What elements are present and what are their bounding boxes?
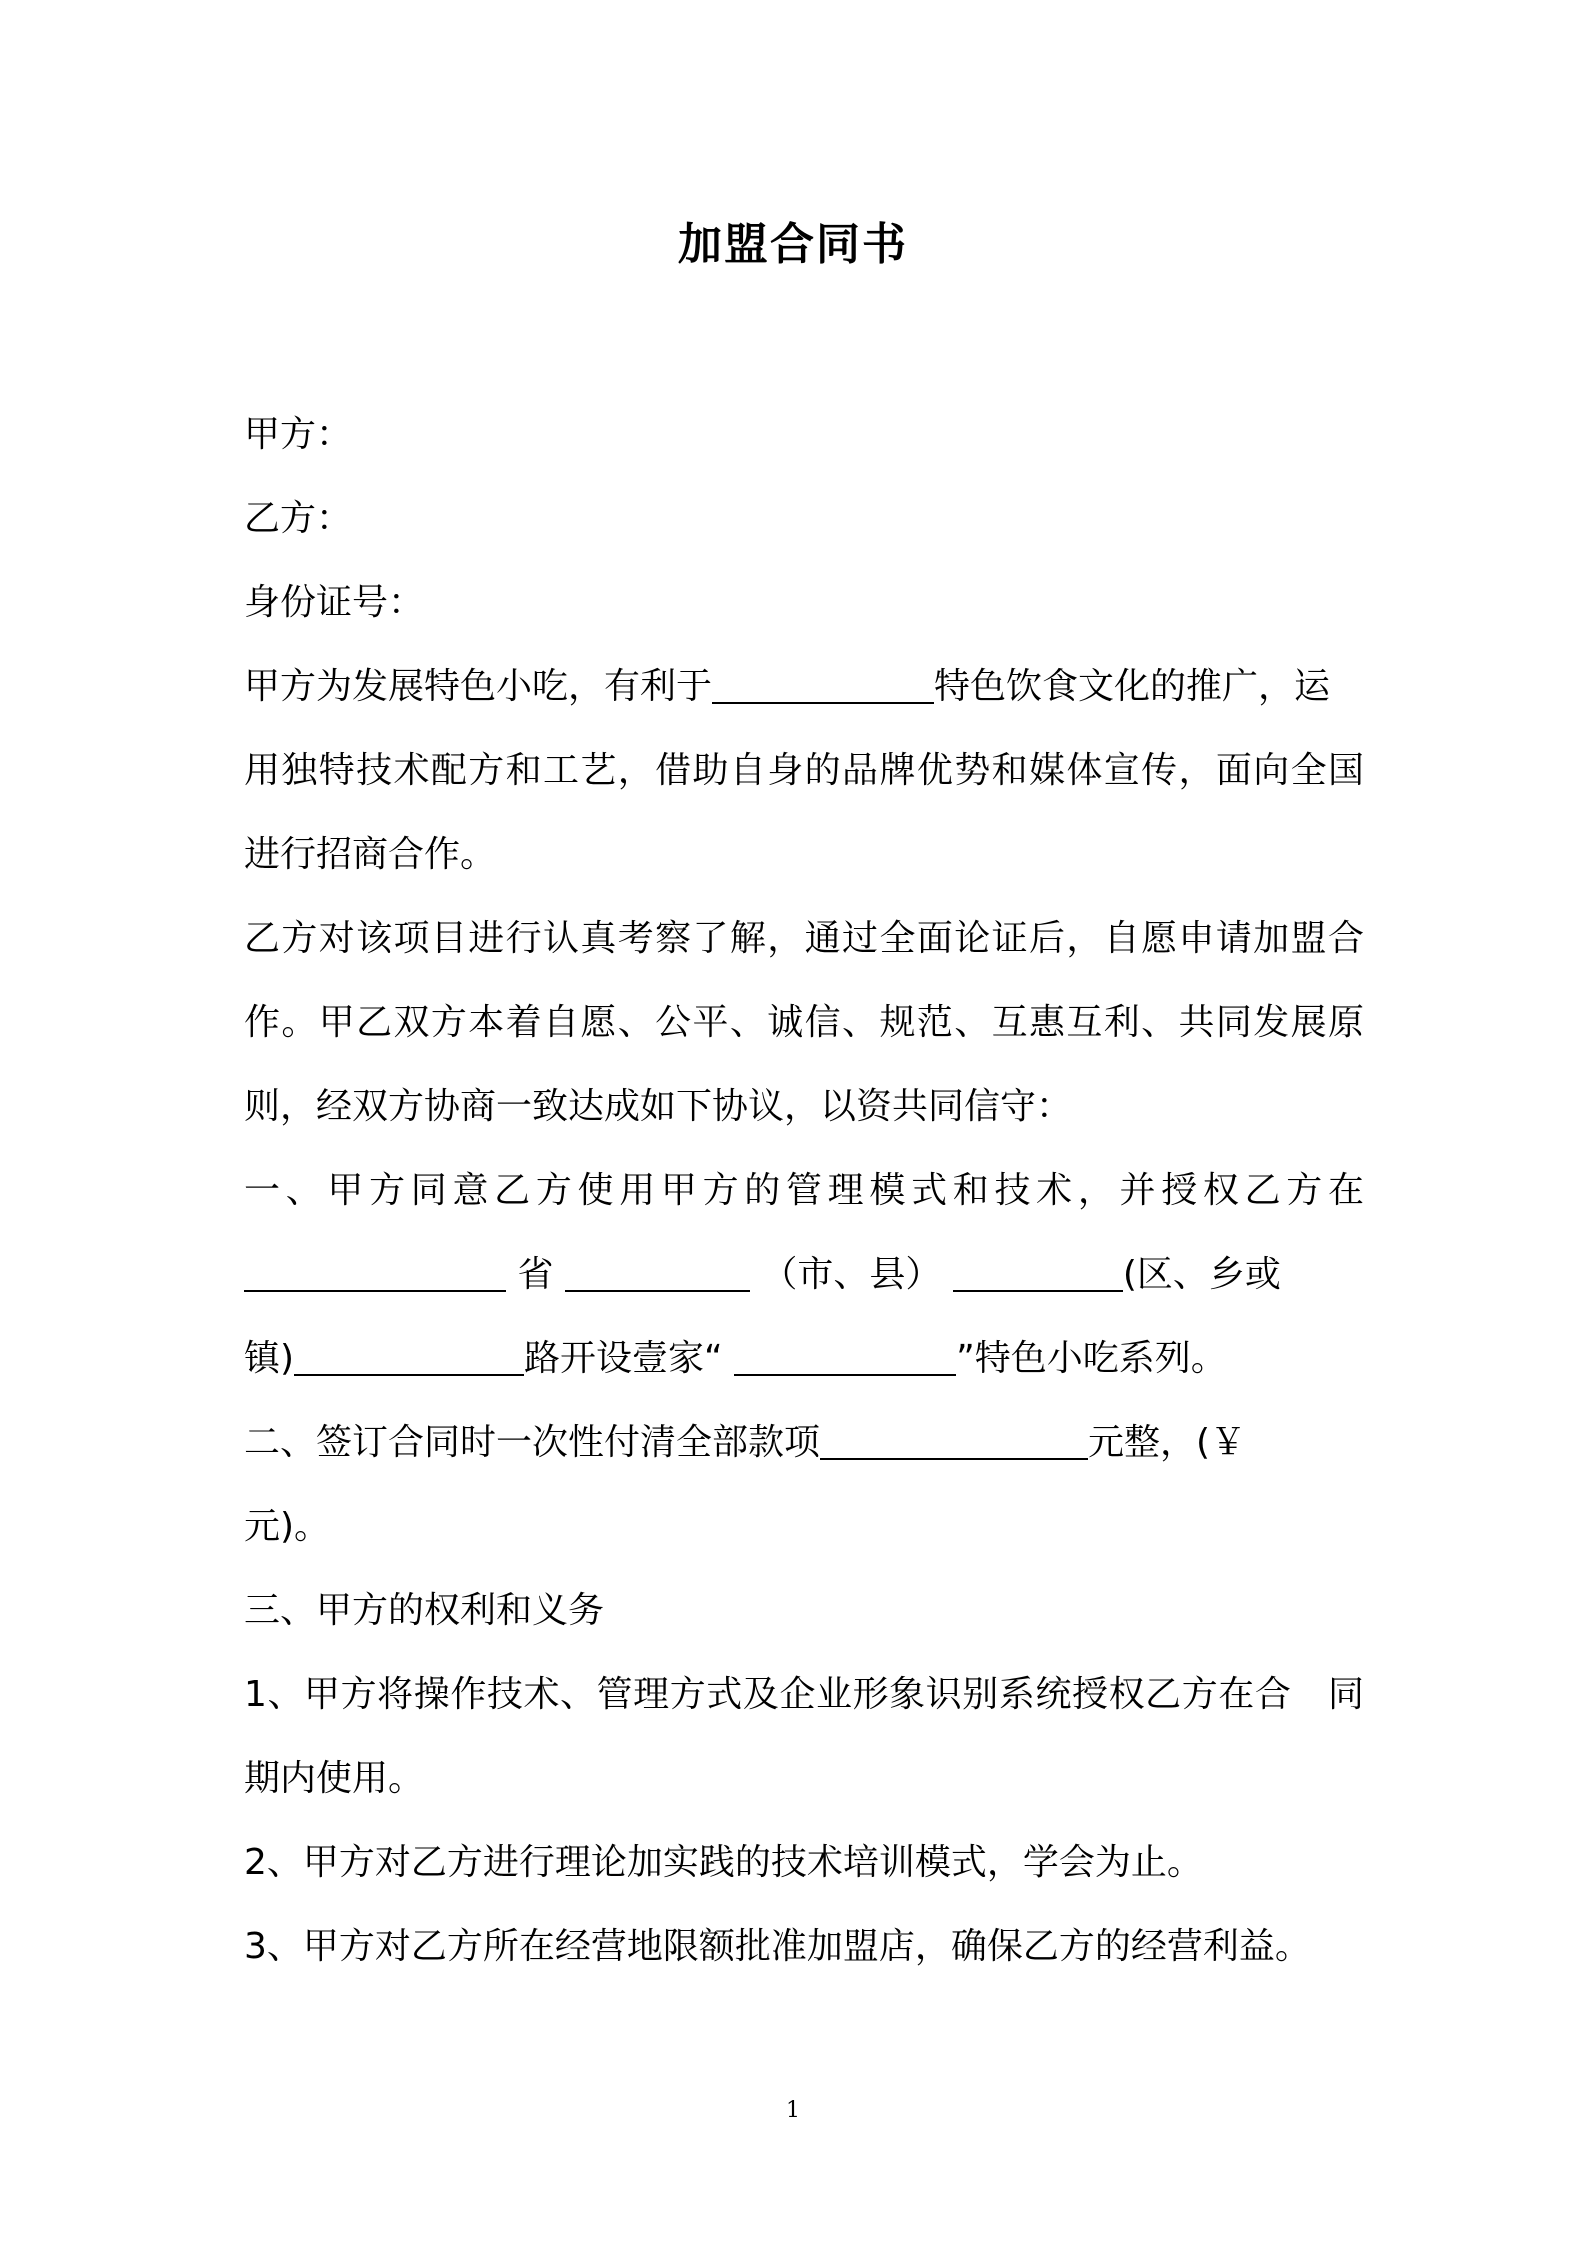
- blank-city-field: [565, 1252, 750, 1292]
- clause-1-line: [244, 1250, 1364, 1300]
- page-number: 1: [786, 2098, 800, 2123]
- document-title: 加盟合同书: [678, 219, 908, 270]
- clause-3-item-1: 期内使用。: [244, 1758, 425, 1799]
- consideration-paragraph-line: 作。甲乙双方本着自愿、公平、诚信、规范、互惠互利、共同发展原: [244, 1002, 1364, 1043]
- blank-district-field: [953, 1252, 1123, 1292]
- clause-1-text: （市、县）: [761, 1254, 942, 1295]
- clause-3-item-3: 3、甲方对乙方所在经营地限额批准加盟店，确保乙方的经营利益。: [244, 1926, 1311, 1967]
- clause-2-text: 二、签订合同时一次性付清全部款项: [244, 1422, 821, 1463]
- blank-region-field: [712, 664, 934, 704]
- party-b-label: 乙方：: [244, 498, 353, 539]
- consideration-paragraph-line: 则，经双方协商一致达成如下协议，以资共同信守：: [244, 1086, 1073, 1127]
- clause-3-item-1: 1、甲方将操作技术、管理方式及企业形象识别系统授权乙方在合 同: [244, 1674, 1364, 1715]
- clause-2-text: 元整，(￥: [1088, 1422, 1247, 1463]
- intro-paragraph-line: [244, 662, 1364, 712]
- blank-province-field: [244, 1252, 506, 1292]
- clause-1-line: 一、甲方同意乙方使用甲方的管理模式和技术，并授权乙方在: [244, 1170, 1364, 1211]
- clause-2-line: 元)。: [244, 1506, 331, 1547]
- clause-2-line: [244, 1418, 1364, 1468]
- intro-paragraph-line: 用独特技术配方和工艺，借助自身的品牌优势和媒体宣传，面向全国: [244, 750, 1364, 791]
- clause-1-line: [244, 1334, 1364, 1384]
- clause-3-heading: 三、甲方的权利和义务: [244, 1590, 605, 1631]
- consideration-paragraph-line: 乙方对该项目进行认真考察了解，通过全面论证后，自愿申请加盟合: [244, 918, 1364, 959]
- blank-amount-field: [820, 1420, 1088, 1460]
- id-number-label: 身份证号：: [244, 582, 425, 623]
- clause-1-text: 镇): [244, 1338, 295, 1379]
- clause-3-item-2: 2、甲方对乙方进行理论加实践的技术培训模式，学会为止。: [244, 1842, 1203, 1883]
- intro-text: 甲方为发展特色小吃，有利于: [244, 666, 713, 707]
- clause-1-text: ”特色小吃系列。: [956, 1338, 1227, 1379]
- party-a-label: 甲方：: [244, 414, 353, 455]
- intro-paragraph-line: 进行招商合作。: [244, 834, 497, 875]
- clause-1-text: 省: [517, 1254, 554, 1295]
- blank-road-field: [294, 1336, 524, 1376]
- intro-text: 特色饮食文化的推广，运: [934, 666, 1331, 707]
- clause-1-text: 路开设壹家“: [524, 1338, 723, 1379]
- blank-brand-field: [734, 1336, 956, 1376]
- clause-1-text: (区、乡或: [1122, 1254, 1281, 1295]
